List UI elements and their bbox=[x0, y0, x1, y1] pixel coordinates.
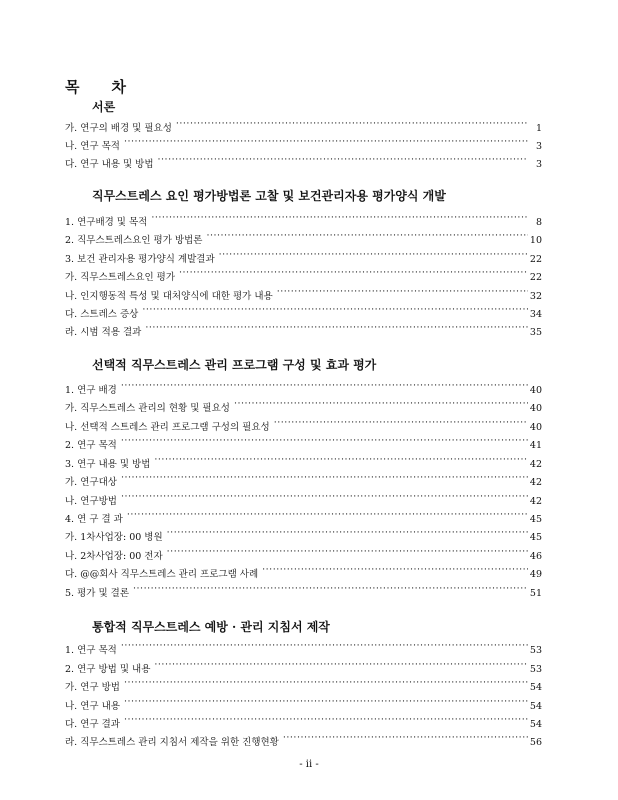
leader-dots bbox=[124, 676, 528, 690]
toc-entry[interactable]: 2. 연구 목적 ····· 41 bbox=[65, 434, 542, 448]
page-number: 40 bbox=[529, 422, 542, 433]
page-number: 34 bbox=[529, 309, 542, 320]
leader-dots bbox=[121, 379, 528, 393]
page-number: 49 bbox=[529, 569, 542, 580]
section-heading-guideline: 통합적 직무스트레스 예방 · 관리 지침서 제작 bbox=[92, 620, 330, 634]
page-number: 53 bbox=[529, 664, 542, 675]
toc-entry[interactable]: 다. 연구 내용 및 방법 ····· 3 bbox=[65, 153, 542, 167]
toc-entry[interactable]: 5. 평가 및 결론 ····· 51 bbox=[65, 582, 542, 596]
toc-entry[interactable]: 나. 연구 목적 ····· 3 bbox=[65, 135, 542, 149]
leader-dots bbox=[151, 211, 528, 225]
toc-entry[interactable]: 다. @@회사 직무스트레스 관리 프로그램 사례 ····· 49 bbox=[65, 563, 542, 577]
leader-dots bbox=[145, 321, 528, 335]
leader-dots bbox=[179, 266, 528, 280]
page-number: 53 bbox=[529, 645, 542, 656]
toc-entry[interactable]: 가. 연구 방법 ····· 54 bbox=[65, 676, 542, 690]
toc-entry[interactable]: 가. 직무스트레스요인 평가 ····· 22 bbox=[65, 266, 542, 280]
leader-dots bbox=[167, 545, 528, 559]
section-heading-program: 선택적 직무스트레스 관리 프로그램 구성 및 효과 평가 bbox=[92, 358, 377, 372]
toc-entry[interactable]: 다. 연구 결과 ····· 54 bbox=[65, 713, 542, 727]
page-number: 8 bbox=[535, 217, 542, 228]
leader-dots bbox=[158, 153, 528, 167]
toc-entry[interactable]: 라. 시범 적용 결과 ····· 35 bbox=[65, 321, 542, 335]
toc-entry[interactable]: 나. 인지행동적 특성 및 대처양식에 대한 평가 내용 ····· 32 bbox=[65, 285, 542, 299]
page-number: 3 bbox=[535, 141, 542, 152]
page-number: 22 bbox=[529, 272, 542, 283]
page-number: 42 bbox=[529, 477, 542, 488]
toc-entry[interactable]: 가. 연구의 배경 및 필요성 ····· 1 bbox=[65, 117, 542, 131]
leader-dots bbox=[124, 135, 528, 149]
toc-entry[interactable]: 1. 연구 목적 ····· 53 bbox=[65, 639, 542, 653]
page-number: 45 bbox=[529, 514, 542, 525]
section-heading-intro: 서론 bbox=[92, 100, 116, 114]
toc-title-char-1: 목 bbox=[65, 78, 80, 96]
page-number: 46 bbox=[529, 551, 542, 562]
toc-entry[interactable]: 나. 선택적 스트레스 관리 프로그램 구성의 필요성 ····· 40 bbox=[65, 416, 542, 430]
leader-dots bbox=[277, 285, 528, 299]
leader-dots bbox=[219, 248, 528, 262]
toc-entry[interactable]: 3. 보건 관리자용 평가양식 계발결과 ····· 22 bbox=[65, 248, 542, 262]
toc-entry[interactable]: 1. 연구배경 및 목적 ····· 8 bbox=[65, 211, 542, 225]
toc-entry[interactable]: 4. 연 구 결 과 ····· 45 bbox=[65, 508, 542, 522]
leader-dots bbox=[206, 229, 527, 243]
toc-entry[interactable]: 2. 연구 방법 및 내용 ····· 53 bbox=[65, 658, 542, 672]
leader-dots bbox=[262, 563, 528, 577]
leader-dots bbox=[127, 508, 528, 522]
leader-dots bbox=[283, 731, 528, 745]
page-number: 40 bbox=[529, 403, 542, 414]
leader-dots bbox=[121, 639, 528, 653]
leader-dots bbox=[154, 658, 528, 672]
toc-entry[interactable]: 나. 연구 내용 ····· 54 bbox=[65, 695, 542, 709]
toc-entry[interactable]: 1. 연구 배경 ····· 40 bbox=[65, 379, 542, 393]
page-footer: - ii - bbox=[299, 759, 319, 770]
toc-entry[interactable]: 가. 연구대상 ····· 42 bbox=[65, 471, 542, 485]
leader-dots bbox=[124, 713, 528, 727]
page-number: 45 bbox=[529, 532, 542, 543]
page-number: 40 bbox=[529, 385, 542, 396]
leader-dots bbox=[142, 303, 528, 317]
toc-entry[interactable]: 다. 스트레스 증상 ····· 34 bbox=[65, 303, 542, 317]
leader-dots bbox=[121, 471, 528, 485]
page-number: 35 bbox=[529, 327, 542, 338]
leader-dots bbox=[274, 416, 528, 430]
leader-dots bbox=[234, 397, 528, 411]
page-number: 54 bbox=[529, 701, 542, 712]
leader-dots bbox=[167, 526, 528, 540]
page-number: 41 bbox=[529, 440, 542, 451]
page-number: 42 bbox=[529, 459, 542, 470]
page-number: 3 bbox=[535, 159, 542, 170]
leader-dots bbox=[133, 582, 528, 596]
toc-title bbox=[65, 76, 126, 97]
toc-title-char-2: 차 bbox=[111, 78, 126, 96]
page-number: 10 bbox=[529, 235, 542, 246]
page-number: 51 bbox=[529, 588, 542, 599]
toc-entry[interactable]: 가. 직무스트레스 관리의 현황 및 필요성 ····· 40 bbox=[65, 397, 542, 411]
toc-entry[interactable]: 2. 직무스트레스요인 평가 방법론 ····· 10 bbox=[65, 229, 542, 243]
toc-entry[interactable]: 나. 2차사업장: 00 전자 ····· 46 bbox=[65, 545, 542, 559]
page-number: 1 bbox=[535, 123, 542, 134]
toc-entry[interactable]: 가. 1차사업장: 00 병원 ····· 45 bbox=[65, 526, 542, 540]
leader-dots bbox=[176, 117, 528, 131]
toc-entry[interactable]: 라. 직무스트레스 관리 지침서 제작을 위한 진행현황 ····· 56 bbox=[65, 731, 542, 745]
leader-dots bbox=[121, 434, 528, 448]
page-number: 32 bbox=[529, 291, 542, 302]
section-heading-assessment: 직무스트레스 요인 평가방법론 고찰 및 보건관리자용 평가양식 개발 bbox=[92, 189, 446, 203]
leader-dots bbox=[121, 490, 528, 504]
toc-entry[interactable]: 나. 연구방법 ····· 42 bbox=[65, 490, 542, 504]
leader-dots bbox=[124, 695, 528, 709]
page-number: 22 bbox=[529, 254, 542, 265]
page-number: 42 bbox=[529, 496, 542, 507]
leader-dots bbox=[154, 453, 528, 467]
page-number: 54 bbox=[529, 682, 542, 693]
toc-entry[interactable]: 3. 연구 내용 및 방법 ····· 42 bbox=[65, 453, 542, 467]
page-number: 54 bbox=[529, 719, 542, 730]
page-number: 56 bbox=[529, 737, 542, 748]
